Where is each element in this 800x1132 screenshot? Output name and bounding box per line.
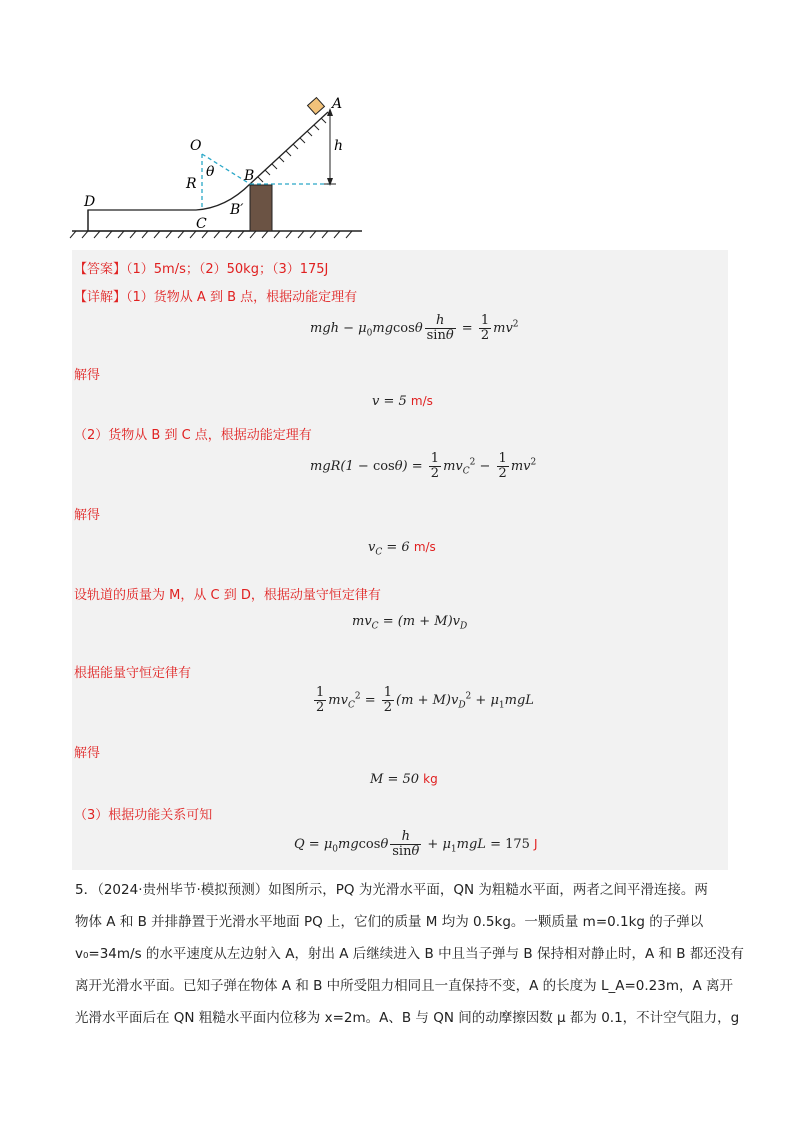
equation-2: mgR(1 − cosθ) = $\frac{1}{2}$ $mv_C^2$ − $\frac{1}{2}$ $mv^2$ bbox=[310, 451, 537, 481]
question5-line-5: 光滑水平面后在 QN 粗糙水平面内位移为 x=2m。A、B 与 QN 间的动摩擦因数 μ 都为 0.1，不计空气阻力，g bbox=[75, 1010, 740, 1026]
equation-3: $mv_C = (m + M)v_D$ bbox=[352, 614, 468, 632]
part1-intro: （1）货物从 A 到 B 点，根据动能定理有 bbox=[126, 290, 358, 305]
solution-box bbox=[72, 250, 728, 870]
label-A: A bbox=[332, 96, 343, 112]
part3-intro: （3）根据功能关系可知 bbox=[74, 808, 213, 823]
label-R: R bbox=[186, 176, 197, 192]
solve-label-3: 解得 bbox=[74, 746, 101, 761]
label-h: h bbox=[334, 138, 344, 154]
label-B: B bbox=[244, 168, 255, 184]
result-M: M = 50 kg bbox=[370, 772, 438, 787]
answer-tag: 【答案】 bbox=[74, 262, 127, 277]
detail-line-1 bbox=[74, 286, 357, 305]
label-D: D bbox=[84, 194, 96, 210]
answer-line bbox=[74, 258, 328, 277]
equation-4: $\frac{1}{2}$ $mv_C^2$ = $\frac{1}{2}$ $(m + M)v_D^2 + \mu_1mgL$ bbox=[316, 685, 534, 715]
question5-line-3: v₀=34m/s 的水平速度从左边射入 A，射出 A 后继续进入 B 中且当子弹与 B 保持相对静止时，A 和 B 都还没有 bbox=[75, 946, 744, 962]
mass-intro: 设轨道的质量为 M，从 C 到 D，根据动量守恒定律有 bbox=[74, 588, 381, 603]
question5-line-2: 物体 A 和 B 并排静置于光滑水平地面 PQ 上，它们的质量 M 均为 0.5kg。一颗质量 m=0.1kg 的子弹以 bbox=[75, 914, 704, 930]
detail-tag: 【详解】 bbox=[74, 290, 127, 305]
label-theta: θ bbox=[206, 164, 215, 180]
incline-track-diagram bbox=[66, 88, 366, 246]
label-O: O bbox=[190, 138, 202, 154]
energy-intro: 根据能量守恒定律有 bbox=[74, 666, 192, 681]
question5-line-4: 离开光滑水平面。已知子弹在物体 A 和 B 中所受阻力相同且一直保持不变，A 的长度为 L_A=0.23m，A 离开 bbox=[75, 978, 734, 994]
label-B-prime: B′ bbox=[230, 202, 244, 218]
answer-text: （1）5m/s；（2）50kg；（3）175J bbox=[126, 262, 329, 277]
solve-label-2: 解得 bbox=[74, 508, 101, 523]
result-vc: $v_C = 6$ m/s bbox=[368, 540, 436, 558]
equation-1: mgh − $\mu_0mgcos\theta$ $\frac{h}{\sin\theta}$ = $\frac{1}{2}$ $mv^2$ bbox=[310, 313, 519, 343]
result-v: v = 5 m/s bbox=[372, 394, 433, 409]
question5-line-1: 5．（2024·贵州毕节·模拟预测）如图所示，PQ 为光滑水平面，QN 为粗糙水平面，两者之间平滑连接。两 bbox=[75, 882, 708, 898]
solve-label-1: 解得 bbox=[74, 368, 101, 383]
label-C: C bbox=[196, 216, 207, 232]
part2-intro: （2）货物从 B 到 C 点，根据动能定理有 bbox=[74, 428, 312, 443]
equation-5: $Q = \mu_0mgcos\theta$ $\frac{h}{\sin\theta}$ + $\mu_1mgL = 175$ J bbox=[294, 829, 538, 859]
